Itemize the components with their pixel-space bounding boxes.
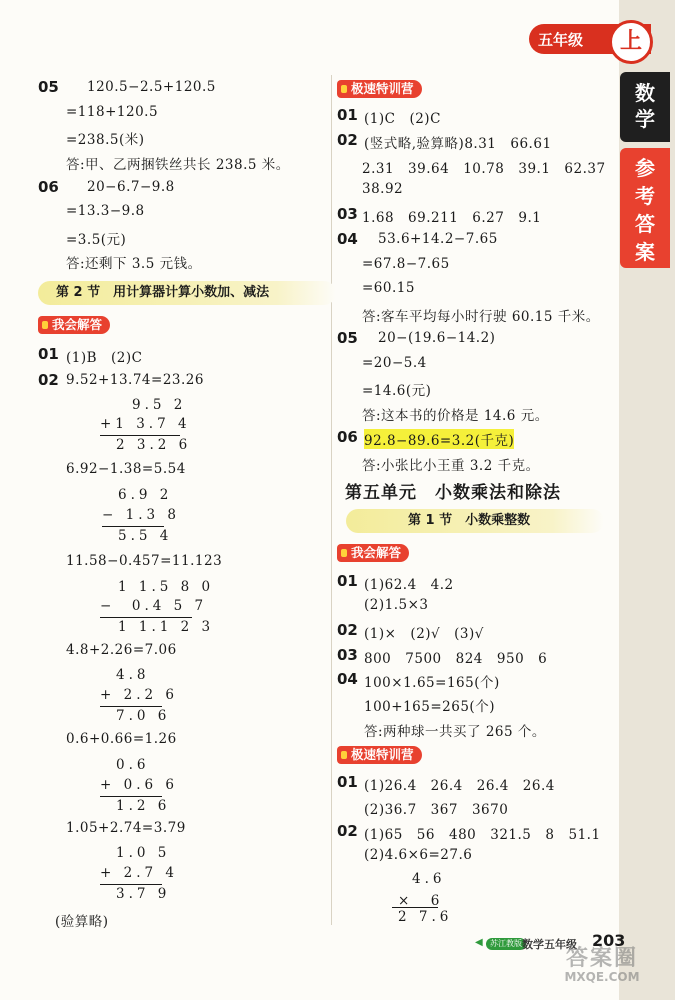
grade-label: 五年级 bbox=[538, 31, 584, 49]
r02-line1: (竖式略,验算略)8.31 66.61 bbox=[364, 136, 552, 152]
r01-text: (1)C (2)C bbox=[364, 111, 441, 127]
q05-line1: 120.5−2.5+120.5 bbox=[87, 79, 216, 95]
p01-text: (1)B (2)C bbox=[66, 350, 143, 366]
verification-note: (验算略) bbox=[55, 914, 109, 930]
r04-line2: =67.8−7.65 bbox=[362, 256, 450, 272]
s01-number: 01 bbox=[337, 572, 358, 590]
footer-arrow-icon: ◀ bbox=[475, 937, 483, 948]
q05-line2: =118+120.5 bbox=[66, 104, 159, 120]
calc6-rule bbox=[100, 884, 162, 885]
calc2-rule bbox=[102, 526, 164, 527]
calc3-rule bbox=[100, 617, 192, 618]
q06-line1: 20−6.7−9.8 bbox=[87, 179, 175, 195]
q06-line3: =3.5(元) bbox=[66, 232, 127, 248]
s02-text: (1)× (2)√ (3)√ bbox=[364, 626, 484, 642]
q06-line2: =13.3−9.8 bbox=[66, 203, 145, 219]
t02-line1: (1)65 56 480 321.5 8 51.1 bbox=[364, 827, 601, 843]
r04-line1: 53.6+14.2−7.65 bbox=[378, 231, 498, 247]
t01-number: 01 bbox=[337, 773, 358, 791]
s01-line1: (1)62.4 4.2 bbox=[364, 577, 454, 593]
footer-subject: 数学五年级 bbox=[522, 938, 577, 951]
calc5-equation: 0.6+0.66=1.26 bbox=[66, 731, 177, 747]
r06-number: 06 bbox=[337, 428, 358, 446]
calc1-equation: 9.52+13.74=23.26 bbox=[66, 372, 204, 388]
s03-number: 03 bbox=[337, 646, 358, 664]
s03-text: 800 7500 824 950 6 bbox=[364, 651, 548, 667]
calc5-rule bbox=[100, 796, 162, 797]
section-2-title: 第 2 节 用计算器计算小数加、减法 bbox=[38, 281, 336, 305]
r03-text: 1.68 69.211 6.27 9.1 bbox=[362, 210, 542, 226]
term-badge: 上 bbox=[609, 20, 653, 64]
mul-result: 2 7.6 bbox=[398, 909, 453, 925]
r06-line1-highlighted: 92.8−89.6=3.2(千克) bbox=[364, 429, 514, 449]
calc3-operand-b: − 0.4 5 7 bbox=[100, 598, 208, 614]
s04-line3: 答:两种球一共买了 265 个。 bbox=[364, 724, 546, 740]
calc3-equation: 11.58−0.457=11.123 bbox=[66, 553, 223, 569]
calc6-result: 3.7 9 bbox=[116, 886, 171, 902]
r02-number: 02 bbox=[337, 131, 358, 149]
tag-speed-training-2: 极速特训营 bbox=[337, 746, 422, 764]
calc5-operand-b: + 0.6 6 bbox=[100, 777, 178, 793]
s04-line2: 100+165=265(个) bbox=[364, 699, 495, 715]
watermark-line1: 答案圈 bbox=[565, 946, 638, 971]
r02-line2: 2.31 39.64 10.78 39.1 62.37 bbox=[362, 161, 606, 177]
q05-line3: =238.5(米) bbox=[66, 132, 145, 148]
tag-i-can-answer-2: 我会解答 bbox=[337, 544, 409, 562]
s02-number: 02 bbox=[337, 621, 358, 639]
s04-number: 04 bbox=[337, 670, 358, 688]
page-number: 203 bbox=[592, 931, 626, 950]
calc4-equation: 4.8+2.26=7.06 bbox=[66, 642, 177, 658]
q05-number: 05 bbox=[38, 78, 59, 96]
section-1-title: 第 1 节 小数乘整数 bbox=[346, 509, 604, 533]
q05-line4: 答:甲、乙两捆铁丝共长 238.5 米。 bbox=[66, 157, 290, 173]
calc1-result: 2 3.2 6 bbox=[116, 437, 192, 453]
calc2-equation: 6.92−1.38=5.54 bbox=[66, 461, 186, 477]
r05-line2: =20−5.4 bbox=[362, 355, 427, 371]
mul-operand-b: × 6 bbox=[398, 893, 444, 909]
r05-line3: =14.6(元) bbox=[362, 383, 432, 399]
q06-line4: 答:还剩下 3.5 元钱。 bbox=[66, 256, 202, 272]
calc6-equation: 1.05+2.74=3.79 bbox=[66, 820, 186, 836]
calc6-operand-a: 1.0 5 bbox=[116, 845, 171, 861]
r05-number: 05 bbox=[337, 329, 358, 347]
r03-number: 03 bbox=[337, 205, 358, 223]
footer-edition-badge: 苏江教版 bbox=[486, 938, 526, 950]
calc3-result: 1 1.1 2 3 bbox=[118, 619, 215, 635]
calc5-result: 1.2 6 bbox=[116, 798, 171, 814]
calc3-operand-a: 1 1.5 8 0 bbox=[118, 579, 215, 595]
r04-line4: 答:客车平均每小时行驶 60.15 千米。 bbox=[362, 309, 600, 325]
calc4-rule bbox=[100, 706, 162, 707]
s04-line1: 100×1.65=165(个) bbox=[364, 675, 500, 691]
subject-label: 数学 bbox=[635, 81, 655, 131]
p01-number: 01 bbox=[38, 345, 59, 363]
calc4-operand-b: + 2.2 6 bbox=[100, 687, 178, 703]
mul-operand-a: 4.6 bbox=[412, 871, 446, 887]
t01-line1: (1)26.4 26.4 26.4 26.4 bbox=[364, 778, 555, 794]
r05-line4: 答:这本书的价格是 14.6 元。 bbox=[362, 408, 549, 424]
watermark-line2: MXQE.COM bbox=[564, 970, 640, 984]
answers-tab bbox=[620, 148, 670, 268]
p02-number: 02 bbox=[38, 371, 59, 389]
calc1-rule bbox=[100, 435, 180, 436]
t02-line2: (2)4.6×6=27.6 bbox=[364, 847, 473, 863]
r01-number: 01 bbox=[337, 106, 358, 124]
calc6-operand-b: + 2.7 4 bbox=[100, 865, 178, 881]
calc1-operand-a: 9.5 2 bbox=[132, 397, 187, 413]
calc4-result: 7.0 6 bbox=[116, 708, 171, 724]
column-divider bbox=[331, 75, 332, 925]
tag-speed-training: 极速特训营 bbox=[337, 80, 422, 98]
calc2-result: 5.5 4 bbox=[118, 528, 173, 544]
q06-number: 06 bbox=[38, 178, 59, 196]
r05-line1: 20−(19.6−14.2) bbox=[378, 330, 496, 346]
r04-number: 04 bbox=[337, 230, 358, 248]
t01-line2: (2)36.7 367 3670 bbox=[364, 802, 509, 818]
r06-line2: 答:小张比小王重 3.2 千克。 bbox=[362, 458, 540, 474]
mul-rule bbox=[392, 907, 438, 908]
calc1-operand-b: +1 3.7 4 bbox=[100, 416, 191, 432]
r02-line3: 38.92 bbox=[362, 181, 404, 197]
subject-tab bbox=[620, 72, 670, 142]
calc2-operand-b: − 1.3 8 bbox=[102, 507, 180, 523]
r04-line3: =60.15 bbox=[362, 280, 415, 296]
t02-number: 02 bbox=[337, 822, 358, 840]
s01-line2: (2)1.5×3 bbox=[364, 597, 429, 613]
calc2-operand-a: 6.9 2 bbox=[118, 487, 173, 503]
calc4-operand-a: 4.8 bbox=[116, 667, 150, 683]
calc5-operand-a: 0.6 bbox=[116, 757, 150, 773]
tag-i-can-answer: 我会解答 bbox=[38, 316, 110, 334]
watermark bbox=[532, 946, 672, 998]
unit-five-title: 第五单元 小数乘法和除法 bbox=[345, 483, 561, 503]
answers-label: 参考答案 bbox=[635, 156, 655, 264]
